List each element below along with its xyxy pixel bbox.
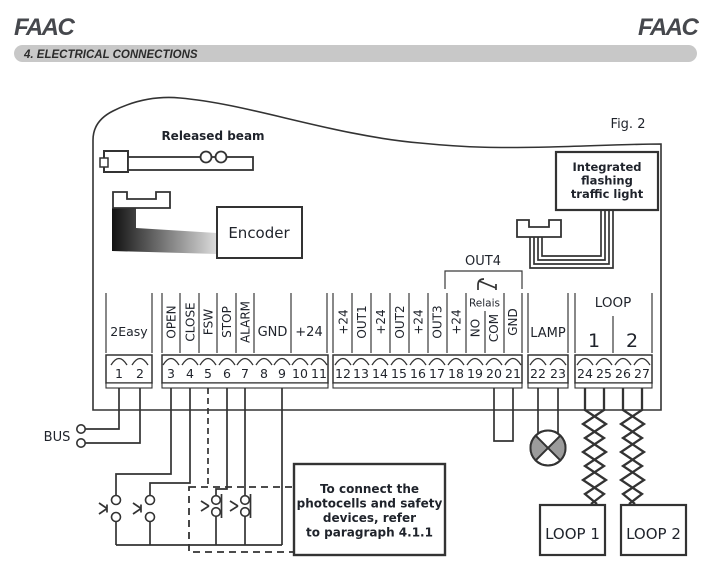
- close-pushbutton-icon: [133, 496, 155, 546]
- label-no: NO: [468, 318, 483, 338]
- terminal-4: 4: [186, 366, 194, 381]
- terminal-3: 3: [167, 366, 175, 381]
- encoder-label: Encoder: [228, 224, 290, 242]
- terminal-20: 20: [486, 366, 502, 381]
- label-p24-b2: +24: [295, 325, 323, 340]
- bus-terminal-circle-2: [77, 439, 85, 447]
- faac-logo-right: FAAC: [638, 14, 698, 41]
- traffic-light-label-line1: Integrated: [572, 160, 642, 174]
- label-loop-2: 2: [625, 330, 639, 352]
- label-open: OPEN: [164, 305, 179, 339]
- label-stop: STOP: [220, 306, 234, 338]
- terminal-14: 14: [372, 366, 388, 381]
- terminal-17: 17: [429, 366, 445, 381]
- label-gnd-b3: GND: [506, 308, 520, 336]
- relais-label: Relais: [468, 297, 501, 310]
- faac-logo-left: FAAC: [14, 14, 74, 41]
- beam-hinge-1: [201, 152, 212, 163]
- label-close: CLOSE: [183, 302, 198, 342]
- terminal-6: 6: [223, 366, 231, 381]
- loop1-label: LOOP 1: [545, 525, 600, 543]
- terminal-22: 22: [530, 366, 546, 381]
- note-line1: To connect the: [319, 482, 420, 496]
- command-switch-wiring: [99, 388, 294, 552]
- bus-label: BUS: [43, 430, 71, 445]
- terminal-27: 27: [634, 366, 650, 381]
- loop2-label: LOOP 2: [626, 525, 681, 543]
- label-p24-t16: +24: [411, 309, 426, 335]
- terminal-9: 9: [278, 366, 286, 381]
- terminal-8: 8: [260, 366, 268, 381]
- terminal-25: 25: [596, 366, 612, 381]
- flashing-lamp-icon: [530, 431, 565, 466]
- terminal-16: 16: [410, 366, 426, 381]
- terminal-base-5: [575, 383, 652, 388]
- note-line4: to paragraph 4.1.1: [306, 525, 433, 540]
- terminal-15: 15: [391, 366, 407, 381]
- terminal-23: 23: [550, 366, 566, 381]
- terminal-base-3: [333, 383, 522, 388]
- label-fsw: FSW: [201, 308, 216, 336]
- out4-label: OUT4: [465, 254, 501, 269]
- terminal-box-1: [106, 355, 152, 383]
- label-loop: LOOP: [594, 295, 632, 311]
- terminal-7: 7: [241, 366, 249, 381]
- terminal-19: 19: [467, 366, 483, 381]
- traffic-light-label-line2: flashing: [581, 173, 633, 188]
- released-beam-label: Released beam: [161, 129, 265, 143]
- label-gnd-b2: GND: [257, 325, 288, 340]
- terminal-18: 18: [448, 366, 464, 381]
- terminal-base-4: [528, 383, 568, 388]
- label-out3: OUT3: [430, 305, 445, 339]
- label-alarm: ALARM: [238, 300, 253, 344]
- stop-nc-contact-icon: [201, 494, 222, 545]
- terminal-2: 2: [136, 366, 144, 381]
- beam-hub-notch: [100, 158, 108, 167]
- traffic-light-label-line3: traffic light: [570, 187, 644, 201]
- photocell-note: [294, 464, 445, 555]
- alarm-nc-contact-icon: [230, 494, 251, 545]
- label-2easy: 2Easy: [110, 324, 148, 339]
- note-line3: devices, refer: [322, 511, 417, 525]
- label-com: COM: [487, 313, 501, 343]
- label-lamp: LAMP: [530, 326, 566, 341]
- terminal-1: 1: [115, 366, 123, 381]
- terminal-21: 21: [505, 366, 521, 381]
- beam-hinge-2: [216, 152, 227, 163]
- beam-arm: [128, 157, 253, 170]
- label-p24-t12: +24: [336, 309, 351, 335]
- terminal-24: 24: [577, 366, 593, 381]
- label-p24-t14: +24: [374, 309, 388, 335]
- terminal-12: 12: [335, 366, 351, 381]
- note-line2: photocells and safety: [296, 496, 443, 511]
- loop-detector-wiring: [540, 388, 686, 555]
- terminal-11: 11: [311, 366, 327, 381]
- label-loop-1: 1: [587, 330, 601, 352]
- terminal-10: 10: [292, 366, 308, 381]
- open-pushbutton-icon: [99, 496, 121, 546]
- bus-terminal-circle-1: [77, 425, 85, 433]
- terminal-base-2: [162, 383, 328, 388]
- terminal-5: 5: [204, 366, 212, 381]
- label-out2: OUT2: [393, 305, 407, 339]
- section-title: 4. ELECTRICAL CONNECTIONS: [24, 49, 198, 61]
- terminal-26: 26: [615, 366, 631, 381]
- terminal-13: 13: [353, 366, 369, 381]
- label-out1: OUT1: [355, 305, 369, 339]
- figure-label: Fig. 2: [610, 117, 646, 132]
- label-p24-t18: +24: [449, 309, 464, 335]
- terminal-base-1: [106, 383, 152, 388]
